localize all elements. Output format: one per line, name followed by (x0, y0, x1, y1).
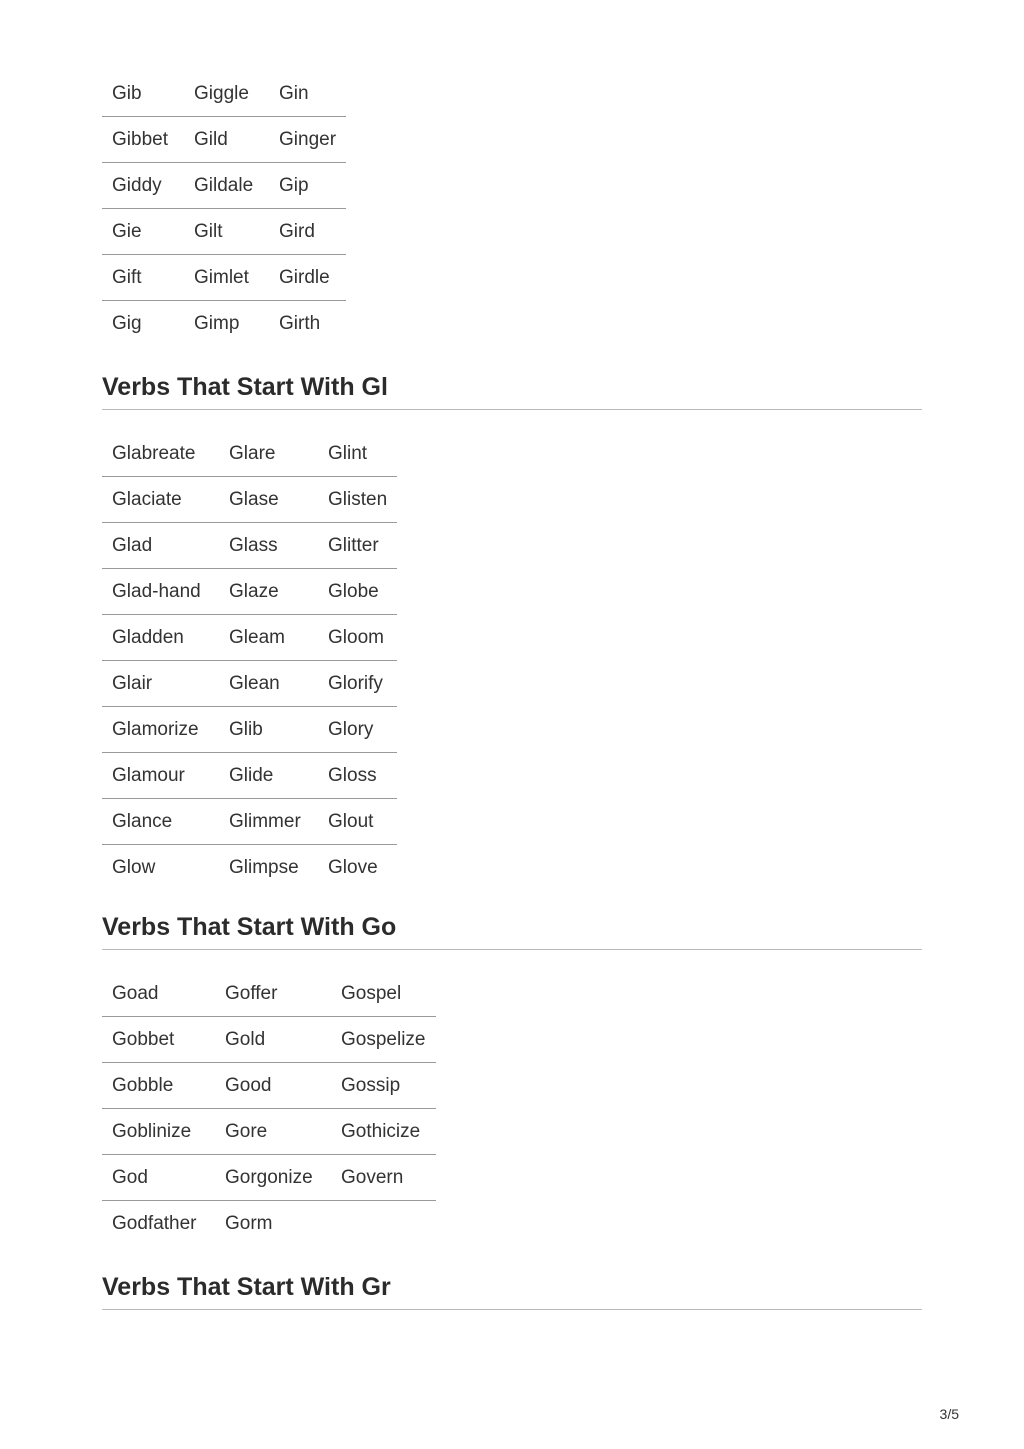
word-table-go (102, 971, 436, 1246)
table-row (102, 1017, 436, 1063)
word-cell: Govern (331, 1155, 436, 1201)
table-row (102, 301, 346, 347)
word-cell: Gip (269, 163, 346, 209)
section-heading-go: Verbs That Start With Go (102, 912, 922, 950)
word-cell: Gild (184, 117, 269, 163)
word-cell: Glair (102, 661, 219, 707)
word-cell: Glimmer (219, 799, 318, 845)
word-cell: Glide (219, 753, 318, 799)
word-cell: Glove (318, 845, 397, 891)
word-cell: Glass (219, 523, 318, 569)
word-cell: Gobbet (102, 1017, 215, 1063)
word-cell: Gold (215, 1017, 331, 1063)
word-cell: Gib (112, 82, 142, 104)
word-cell: Gimp (184, 301, 269, 347)
word-cell: Gildale (184, 163, 269, 209)
word-cell: Gilt (184, 209, 269, 255)
word-cell: Girdle (269, 255, 346, 301)
word-cell: Gladden (102, 615, 219, 661)
word-cell: Glisten (318, 477, 397, 523)
word-cell: Girth (269, 301, 346, 347)
table-row (102, 799, 397, 845)
table-row (102, 569, 397, 615)
word-cell: Good (215, 1063, 331, 1109)
table-row (102, 71, 346, 117)
word-cell: Glow (102, 845, 219, 891)
table-row (102, 753, 397, 799)
word-cell: Gorm (215, 1201, 331, 1247)
word-cell: Gossip (331, 1063, 436, 1109)
table-row (102, 163, 346, 209)
word-cell: Gin (279, 82, 309, 104)
table-row (102, 255, 346, 301)
word-cell: Glorify (318, 661, 397, 707)
word-cell: Gibbet (102, 117, 184, 163)
word-cell: Goad (112, 982, 159, 1004)
word-cell: Gimlet (184, 255, 269, 301)
word-cell: Goffer (225, 982, 278, 1004)
word-cell (331, 1201, 436, 1247)
word-cell: Gothicize (331, 1109, 436, 1155)
word-cell: Glean (219, 661, 318, 707)
word-cell: Glib (219, 707, 318, 753)
word-cell: Giddy (102, 163, 184, 209)
table-row (102, 1201, 436, 1247)
word-cell: Goblinize (102, 1109, 215, 1155)
word-cell: Glaze (219, 569, 318, 615)
table-row (102, 845, 397, 891)
word-cell: Giggle (194, 82, 249, 104)
word-cell: Gie (102, 209, 184, 255)
word-cell: Glase (219, 477, 318, 523)
word-cell: Gore (215, 1109, 331, 1155)
table-row (102, 1063, 436, 1109)
section-heading-gr: Verbs That Start With Gr (102, 1272, 922, 1310)
word-cell: Gift (102, 255, 184, 301)
table-row (102, 523, 397, 569)
word-table-gi (102, 71, 346, 346)
table-row (102, 1109, 436, 1155)
word-cell: God (102, 1155, 215, 1201)
table-row (102, 661, 397, 707)
word-cell: Gospelize (331, 1017, 436, 1063)
table-row (102, 117, 346, 163)
table-row (102, 971, 436, 1017)
word-cell: Glad (102, 523, 219, 569)
word-cell: Glory (318, 707, 397, 753)
table-row (102, 209, 346, 255)
section-heading-gl: Verbs That Start With Gl (102, 372, 922, 410)
word-cell: Glint (328, 442, 368, 464)
word-cell: Gig (102, 301, 184, 347)
word-cell: Globe (318, 569, 397, 615)
word-cell: Glare (229, 442, 276, 464)
word-cell: Glimpse (219, 845, 318, 891)
word-cell: Godfather (102, 1201, 215, 1247)
word-cell: Gleam (219, 615, 318, 661)
word-cell: Glad-hand (102, 569, 219, 615)
word-cell: Glamour (102, 753, 219, 799)
table-row (102, 477, 397, 523)
word-cell: Gloss (318, 753, 397, 799)
word-cell: Gloom (318, 615, 397, 661)
page-number: 3/5 (939, 1406, 959, 1422)
word-cell: Gospel (341, 982, 402, 1004)
word-cell: Glout (318, 799, 397, 845)
word-cell: Glaciate (102, 477, 219, 523)
word-cell: Gobble (102, 1063, 215, 1109)
word-cell: Glance (102, 799, 219, 845)
word-cell: Gird (269, 209, 346, 255)
table-row (102, 1155, 436, 1201)
word-cell: Glitter (318, 523, 397, 569)
table-row (102, 431, 397, 477)
word-cell: Gorgonize (215, 1155, 331, 1201)
word-cell: Glamorize (102, 707, 219, 753)
table-row (102, 707, 397, 753)
word-table-gl (102, 431, 397, 890)
table-row (102, 615, 397, 661)
word-cell: Ginger (269, 117, 346, 163)
word-cell: Glabreate (112, 442, 196, 464)
